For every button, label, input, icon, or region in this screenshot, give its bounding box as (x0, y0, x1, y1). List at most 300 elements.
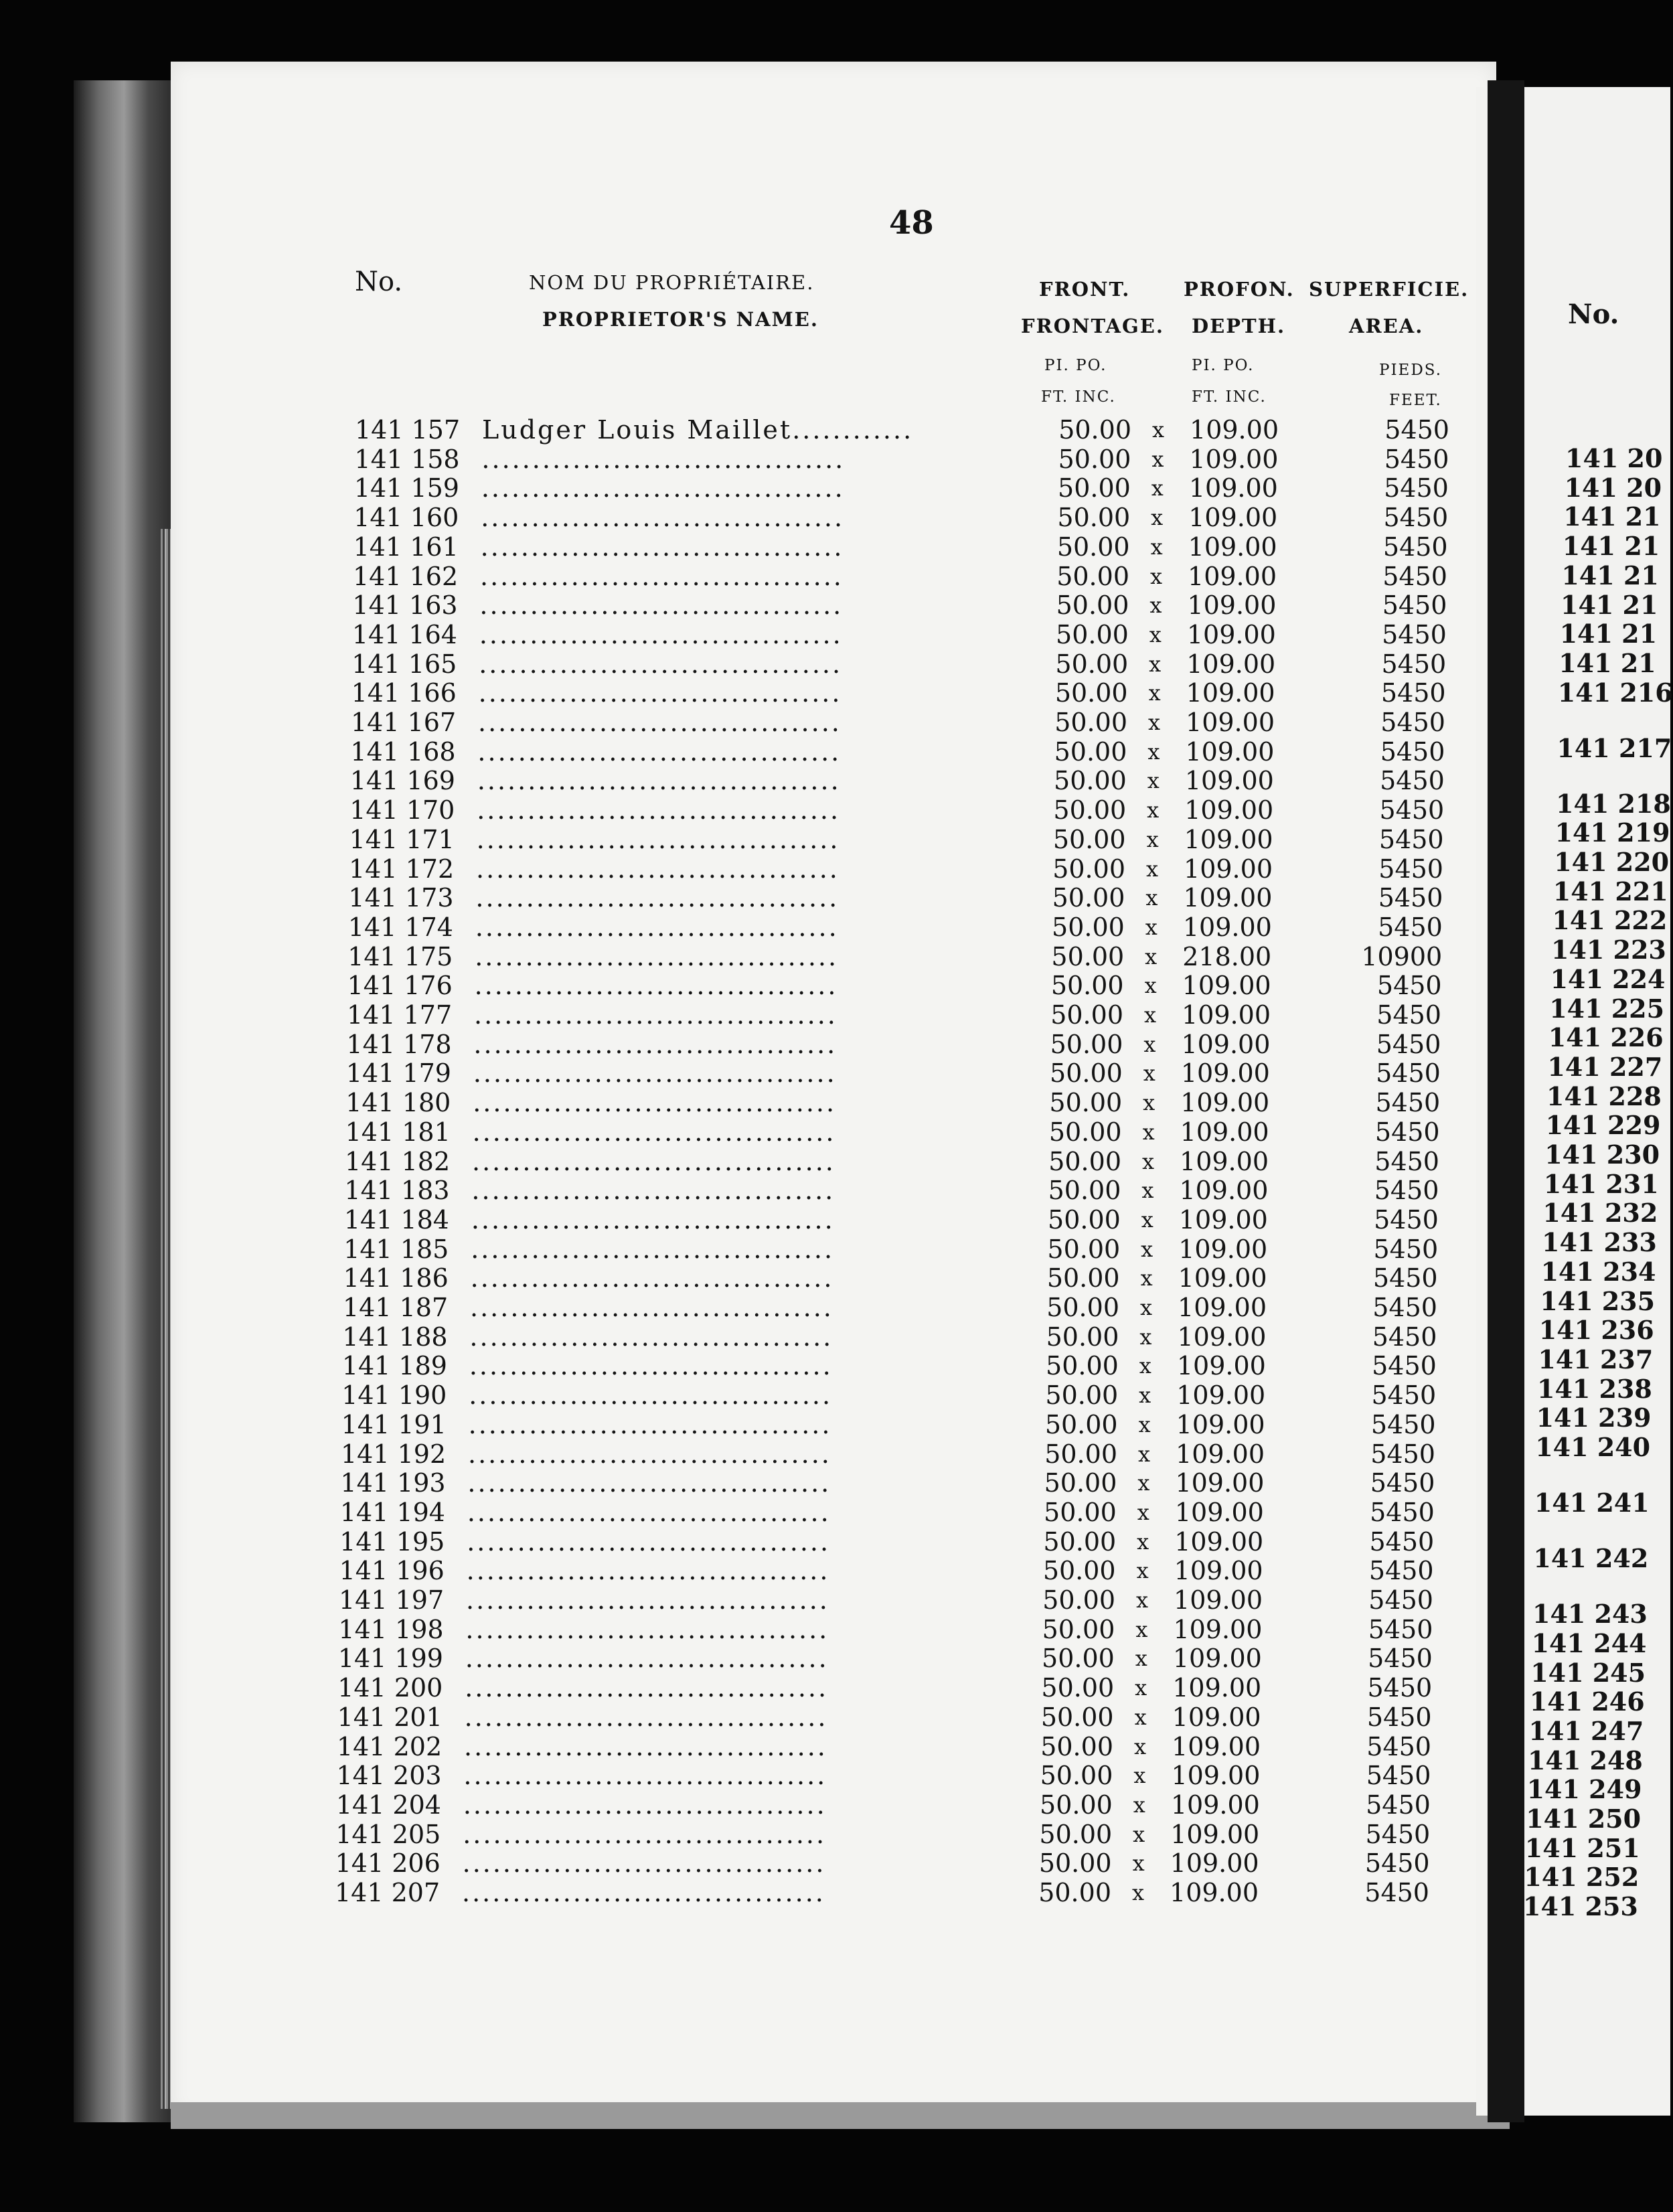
area-value: 5450 (1382, 561, 1447, 591)
times-sign: x (1139, 1324, 1152, 1350)
area-value: 5450 (1366, 1790, 1431, 1820)
lot-number: 141 166 (351, 678, 457, 708)
frontage-value: 50.00 (1056, 561, 1129, 591)
area-value: 5450 (1373, 1234, 1439, 1264)
proprietor-name: .................................... (476, 854, 840, 884)
frontage-value: 50.00 (1053, 795, 1127, 825)
area-value: 5450 (1368, 1644, 1433, 1674)
page-number: 48 (889, 204, 934, 242)
depth-value: 109.00 (1182, 1000, 1271, 1030)
proprietor-name: .................................... (464, 1702, 828, 1732)
depth-value: 109.00 (1178, 1263, 1267, 1293)
depth-value: 109.00 (1188, 503, 1278, 533)
proprietor-name: .................................... (477, 795, 841, 825)
frontage-value: 50.00 (1047, 1234, 1121, 1264)
lot-number: 141 161 (353, 532, 459, 562)
proprietor-name: .................................... (467, 1468, 831, 1498)
lot-number: 141 190 (341, 1380, 447, 1411)
frontage-value: 50.00 (1050, 1058, 1123, 1089)
lot-number: 141 193 (340, 1468, 446, 1498)
times-sign: x (1151, 505, 1164, 531)
proprietor-name: .................................... (467, 1526, 831, 1557)
times-sign: x (1133, 1763, 1146, 1789)
frontage-value: 50.00 (1038, 1848, 1112, 1879)
header-depth-unit-en: FT. INC. (1192, 388, 1267, 406)
lot-number: 141 158 (354, 444, 460, 474)
depth-value: 109.00 (1187, 590, 1277, 621)
right-lot-number: 141 240 (1535, 1432, 1651, 1463)
times-sign: x (1151, 446, 1164, 472)
right-lot-number: 141 21 (1559, 619, 1658, 649)
area-value: 5450 (1374, 1176, 1439, 1206)
lot-number: 141 173 (348, 883, 454, 913)
depth-value: 109.00 (1180, 1146, 1269, 1176)
depth-value: 109.00 (1174, 1556, 1263, 1586)
times-sign: x (1137, 1499, 1149, 1525)
area-value: 5450 (1370, 1409, 1436, 1439)
proprietor-name: .................................... (471, 1176, 835, 1206)
lot-number: 141 198 (338, 1614, 444, 1644)
lot-number: 141 192 (341, 1439, 447, 1469)
lot-number: 141 205 (335, 1819, 441, 1849)
depth-value: 109.00 (1180, 1117, 1269, 1147)
area-value: 5450 (1367, 1673, 1433, 1703)
depth-value: 109.00 (1170, 1878, 1259, 1907)
frontage-value: 50.00 (1046, 1351, 1119, 1381)
area-value: 5450 (1384, 444, 1449, 474)
lot-number: 141 168 (350, 736, 456, 767)
header-front-unit-en: FT. INC. (1041, 388, 1116, 406)
area-value: 5450 (1376, 1000, 1441, 1030)
times-sign: x (1147, 797, 1160, 823)
times-sign: x (1140, 1265, 1153, 1291)
proprietor-name: .................................... (479, 649, 843, 679)
lot-number: 141 163 (352, 590, 458, 621)
right-lot-number: 141 20 (1564, 472, 1662, 503)
header-front-unit-fr: PI. PO. (1044, 357, 1107, 374)
depth-value: 109.00 (1180, 1058, 1270, 1089)
proprietor-name: .................................... (463, 1819, 827, 1849)
frontage-value: 50.00 (1050, 1029, 1123, 1059)
lot-number: 141 195 (339, 1526, 445, 1557)
right-lot-number: 141 252 (1524, 1862, 1640, 1893)
header-depth-unit-fr: PI. PO. (1192, 357, 1255, 374)
times-sign: x (1143, 1060, 1156, 1087)
right-lot-number: 141 228 (1546, 1081, 1662, 1111)
proprietor-name: .................................... (475, 883, 840, 913)
area-value: 5450 (1380, 678, 1446, 708)
right-lot-number: 141 220 (1554, 847, 1670, 878)
right-lot-number: 141 223 (1551, 935, 1666, 965)
lot-number: 141 204 (335, 1790, 441, 1820)
times-sign: x (1149, 592, 1162, 619)
area-value: 5450 (1376, 1058, 1441, 1089)
right-lot-number: 141 21 (1559, 647, 1656, 678)
times-sign: x (1144, 973, 1157, 999)
area-value: 5450 (1378, 912, 1443, 942)
area-value: 5450 (1376, 971, 1442, 1001)
times-sign: x (1143, 1002, 1157, 1028)
right-lot-number: 141 239 (1536, 1403, 1652, 1433)
proprietor-name: .................................... (472, 1117, 836, 1147)
right-lot-number: 141 248 (1528, 1745, 1643, 1775)
area-value: 5450 (1371, 1380, 1437, 1411)
proprietor-name: .................................... (468, 1409, 832, 1439)
times-sign: x (1133, 1733, 1147, 1759)
proprietor-name: .................................... (475, 912, 839, 942)
frontage-value: 50.00 (1056, 590, 1129, 621)
times-sign: x (1149, 621, 1162, 647)
frontage-value: 50.00 (1040, 1790, 1113, 1820)
right-lot-number: 141 253 (1523, 1891, 1638, 1922)
frontage-value: 50.00 (1042, 1644, 1115, 1674)
lot-number: 141 159 (353, 473, 459, 503)
area-value: 5450 (1374, 1146, 1439, 1176)
depth-value: 109.00 (1186, 708, 1275, 737)
proprietor-name: .................................... (465, 1644, 829, 1674)
lot-number: 141 202 (337, 1731, 443, 1761)
proprietor-name: .................................... (473, 1058, 837, 1089)
depth-value: 109.00 (1177, 1322, 1267, 1352)
frontage-value: 50.00 (1040, 1702, 1114, 1732)
right-lot-number: 141 251 (1524, 1832, 1640, 1863)
proprietor-name: .................................... (468, 1439, 831, 1469)
right-lot-number: 141 245 (1530, 1657, 1646, 1688)
proprietor-name: .................................... (470, 1263, 834, 1293)
frontage-value: 50.00 (1056, 619, 1129, 649)
depth-value: 109.00 (1172, 1702, 1261, 1732)
depth-value: 109.00 (1176, 1380, 1266, 1411)
header-area-en: AREA. (1349, 315, 1424, 337)
right-lot-number: 141 237 (1538, 1344, 1654, 1374)
lot-number: 141 187 (343, 1293, 449, 1322)
area-value: 5450 (1378, 824, 1444, 854)
area-value: 5450 (1376, 1029, 1441, 1059)
lot-number: 141 200 (337, 1673, 443, 1703)
area-value: 5450 (1381, 649, 1447, 679)
proprietor-name: .................................... (462, 1848, 826, 1879)
lot-number: 141 177 (347, 1000, 453, 1030)
times-sign: x (1141, 1236, 1153, 1262)
times-sign: x (1145, 914, 1158, 940)
times-sign: x (1134, 1704, 1147, 1730)
right-lot-number: 141 21 (1561, 560, 1659, 590)
proprietor-name: .................................... (469, 1351, 833, 1381)
depth-value: 109.00 (1170, 1790, 1260, 1820)
proprietor-name: .................................... (481, 473, 845, 503)
lot-number: 141 160 (353, 503, 459, 533)
depth-value: 109.00 (1178, 1204, 1268, 1235)
times-sign: x (1137, 1441, 1151, 1467)
depth-value: 109.00 (1184, 824, 1273, 854)
depth-value: 109.00 (1188, 473, 1278, 503)
area-value: 5450 (1382, 619, 1447, 649)
right-lot-number: 141 232 (1542, 1198, 1658, 1229)
depth-value: 109.00 (1176, 1351, 1266, 1381)
proprietor-name: .................................... (466, 1585, 829, 1615)
depth-value: 109.00 (1184, 854, 1273, 884)
right-lot-number: 141 225 (1549, 993, 1665, 1024)
proprietor-name: .................................... (471, 1234, 835, 1264)
depth-value: 109.00 (1186, 649, 1276, 679)
lot-number: 141 189 (341, 1351, 447, 1381)
page-gutter (1488, 80, 1524, 2122)
depth-value: 109.00 (1186, 678, 1275, 708)
frontage-value: 50.00 (1051, 941, 1125, 971)
depth-value: 109.00 (1186, 619, 1276, 649)
area-value: 10900 (1361, 941, 1443, 971)
area-value: 5450 (1370, 1497, 1435, 1527)
depth-value: 109.00 (1184, 795, 1274, 825)
times-sign: x (1141, 1206, 1153, 1233)
frontage-value: 50.00 (1044, 1409, 1118, 1439)
area-value: 5450 (1368, 1614, 1433, 1644)
frontage-value: 50.00 (1058, 415, 1131, 445)
right-lot-number: 141 247 (1528, 1715, 1644, 1746)
depth-value: 109.00 (1170, 1819, 1260, 1849)
frontage-value: 50.00 (1044, 1439, 1117, 1469)
depth-value: 109.00 (1175, 1468, 1265, 1498)
area-value: 5450 (1380, 708, 1445, 737)
proprietor-name: .................................... (477, 766, 841, 796)
lot-number: 141 176 (347, 971, 453, 1001)
times-sign: x (1132, 1850, 1145, 1877)
lot-number: 141 191 (341, 1409, 447, 1439)
frontage-value: 50.00 (1049, 1088, 1123, 1118)
area-value: 5450 (1384, 415, 1449, 445)
proprietor-name: .................................... (474, 1000, 838, 1030)
lot-number: 141 175 (347, 941, 453, 971)
area-value: 5450 (1374, 1117, 1440, 1147)
area-value: 5450 (1384, 473, 1449, 503)
area-value: 5450 (1370, 1439, 1435, 1469)
times-sign: x (1137, 1528, 1149, 1555)
right-lot-number: 141 233 (1542, 1227, 1657, 1258)
times-sign: x (1135, 1587, 1149, 1613)
frontage-value: 50.00 (1040, 1731, 1113, 1761)
right-lot-number: 141 217 (1557, 732, 1672, 763)
header-name-fr: NOM DU PROPRIÉTAIRE. (529, 271, 815, 294)
header-depth-fr: PROFON. (1184, 278, 1295, 301)
depth-value: 218.00 (1182, 941, 1272, 971)
depth-value: 109.00 (1174, 1585, 1263, 1615)
depth-value: 109.00 (1179, 1176, 1269, 1206)
proprietor-name: .................................... (478, 708, 842, 737)
times-sign: x (1131, 1880, 1145, 1905)
area-value: 5450 (1366, 1702, 1432, 1732)
depth-value: 109.00 (1183, 883, 1273, 913)
frontage-value: 50.00 (1054, 708, 1127, 737)
times-sign: x (1145, 943, 1158, 969)
right-lot-number: 141 227 (1547, 1051, 1663, 1082)
proprietor-name: .................................... (481, 444, 846, 474)
area-value: 5450 (1366, 1731, 1431, 1761)
right-lot-number: 141 224 (1550, 963, 1666, 994)
area-value: 5450 (1372, 1322, 1437, 1352)
frontage-value: 50.00 (1038, 1878, 1111, 1907)
frontage-value: 50.00 (1052, 883, 1125, 913)
frontage-value: 50.00 (1044, 1497, 1117, 1527)
depth-value: 109.00 (1176, 1439, 1265, 1469)
times-sign: x (1135, 1675, 1147, 1701)
times-sign: x (1149, 563, 1163, 589)
times-sign: x (1135, 1616, 1148, 1642)
frontage-value: 50.00 (1040, 1761, 1113, 1791)
lot-number: 141 199 (337, 1644, 443, 1674)
lot-number: 141 172 (349, 854, 455, 884)
lot-number: 141 207 (335, 1878, 441, 1907)
header-front-en: FRONTAGE. (1021, 315, 1164, 337)
depth-value: 109.00 (1170, 1848, 1259, 1879)
header-depth-en: DEPTH. (1192, 315, 1286, 337)
lot-number: 141 174 (347, 912, 453, 942)
page-bottom-shadow (171, 2102, 1510, 2129)
depth-value: 109.00 (1176, 1409, 1265, 1439)
frontage-value: 50.00 (1042, 1585, 1115, 1615)
times-sign: x (1149, 651, 1162, 677)
depth-value: 109.00 (1190, 415, 1279, 445)
proprietor-name: .................................... (474, 971, 838, 1001)
proprietor-name: .................................... (471, 1204, 835, 1235)
frontage-value: 50.00 (1042, 1556, 1116, 1586)
area-value: 5450 (1378, 883, 1443, 913)
proprietor-name: .................................... (463, 1790, 827, 1820)
area-value: 5450 (1380, 736, 1445, 767)
frontage-value: 50.00 (1052, 824, 1126, 854)
frontage-value: 50.00 (1046, 1322, 1119, 1352)
times-sign: x (1147, 768, 1160, 794)
area-value: 5450 (1382, 532, 1448, 562)
right-lot-number: 141 250 (1526, 1804, 1642, 1834)
proprietor-name: .................................... (462, 1878, 825, 1907)
lot-number: 141 185 (343, 1234, 449, 1264)
right-header-no: No. (1568, 299, 1619, 330)
times-sign: x (1138, 1411, 1151, 1437)
right-lot-number: 141 241 (1534, 1488, 1650, 1518)
depth-value: 109.00 (1174, 1526, 1264, 1557)
depth-value: 109.00 (1182, 971, 1271, 1001)
times-sign: x (1135, 1646, 1147, 1672)
right-lot-number: 141 231 (1543, 1168, 1659, 1199)
frontage-value: 50.00 (1041, 1673, 1115, 1703)
lot-number: 141 194 (339, 1497, 445, 1527)
lot-number: 141 157 (355, 415, 461, 445)
times-sign: x (1133, 1821, 1145, 1847)
area-value: 5450 (1372, 1263, 1438, 1293)
times-sign: x (1148, 680, 1161, 706)
depth-value: 109.00 (1180, 1088, 1270, 1118)
times-sign: x (1147, 738, 1160, 765)
frontage-value: 50.00 (1046, 1263, 1120, 1293)
depth-value: 109.00 (1178, 1234, 1268, 1264)
frontage-value: 50.00 (1046, 1293, 1119, 1322)
times-sign: x (1136, 1558, 1149, 1584)
frontage-value: 50.00 (1055, 649, 1129, 679)
frontage-value: 50.00 (1052, 854, 1125, 884)
depth-value: 109.00 (1188, 561, 1277, 591)
frontage-value: 50.00 (1048, 1146, 1121, 1176)
frontage-value: 50.00 (1054, 766, 1127, 796)
right-lot-number: 141 221 (1552, 876, 1668, 906)
proprietor-name: .................................... (476, 824, 840, 854)
right-lot-number: 141 234 (1540, 1256, 1656, 1287)
times-sign: x (1150, 534, 1163, 560)
lot-number: 141 178 (346, 1029, 452, 1059)
area-value: 5450 (1369, 1526, 1435, 1557)
depth-value: 109.00 (1185, 736, 1275, 767)
lot-number: 141 183 (344, 1176, 450, 1206)
proprietor-name: .................................... (469, 1380, 833, 1411)
right-lot-number: 141 20 (1565, 443, 1663, 473)
frontage-value: 50.00 (1039, 1819, 1113, 1849)
header-area-unit-en: FEET. (1389, 392, 1442, 409)
right-lot-number: 141 218 (1556, 788, 1671, 819)
area-value: 5450 (1382, 590, 1447, 621)
proprietor-name: .................................... (465, 1614, 829, 1644)
times-sign: x (1145, 856, 1159, 882)
proprietor-name: .................................... (472, 1146, 835, 1176)
right-lot-number: 141 244 (1531, 1628, 1647, 1658)
right-lot-number: 141 226 (1548, 1022, 1664, 1053)
proprietor-name: Ludger Louis Maillet............ (482, 415, 914, 445)
times-sign: x (1133, 1792, 1145, 1818)
frontage-value: 50.00 (1048, 1117, 1122, 1147)
lot-number: 141 169 (349, 766, 455, 796)
area-value: 5450 (1364, 1848, 1430, 1879)
proprietor-name: .................................... (480, 561, 844, 591)
depth-value: 109.00 (1182, 912, 1272, 942)
proprietor-name: .................................... (477, 736, 842, 767)
area-value: 5450 (1372, 1293, 1437, 1322)
header-front-fr: FRONT. (1039, 278, 1131, 301)
lot-number: 141 179 (345, 1058, 451, 1089)
times-sign: x (1142, 1119, 1155, 1145)
lot-number: 141 203 (336, 1761, 442, 1791)
proprietor-name: .................................... (473, 1029, 838, 1059)
times-sign: x (1141, 1178, 1154, 1204)
area-value: 5450 (1375, 1088, 1441, 1118)
area-value: 5450 (1372, 1351, 1437, 1381)
area-value: 5450 (1379, 795, 1445, 825)
proprietor-name: .................................... (478, 678, 842, 708)
frontage-value: 50.00 (1056, 532, 1130, 562)
frontage-value: 50.00 (1048, 1176, 1121, 1206)
depth-value: 109.00 (1172, 1673, 1262, 1703)
depth-value: 109.00 (1178, 1293, 1267, 1322)
times-sign: x (1137, 1470, 1150, 1496)
area-value: 5450 (1368, 1585, 1433, 1615)
lot-number: 141 164 (351, 619, 457, 649)
times-sign: x (1146, 826, 1159, 852)
depth-value: 109.00 (1174, 1497, 1264, 1527)
area-value: 5450 (1364, 1878, 1429, 1907)
times-sign: x (1143, 1090, 1156, 1116)
frontage-value: 50.00 (1048, 1204, 1121, 1235)
frontage-value: 50.00 (1044, 1468, 1117, 1498)
frontage-value: 50.00 (1050, 1000, 1123, 1030)
times-sign: x (1147, 710, 1161, 735)
right-lot-number: 141 229 (1545, 1110, 1661, 1141)
proprietor-name: .................................... (480, 532, 844, 562)
times-sign: x (1151, 475, 1164, 501)
lot-number: 141 196 (339, 1556, 445, 1586)
proprietor-name: .................................... (475, 941, 839, 971)
lot-number: 141 182 (345, 1146, 451, 1176)
lot-number: 141 206 (335, 1848, 441, 1879)
area-value: 5450 (1370, 1468, 1435, 1498)
area-value: 5450 (1366, 1761, 1431, 1791)
proprietor-name: .................................... (464, 1731, 827, 1761)
